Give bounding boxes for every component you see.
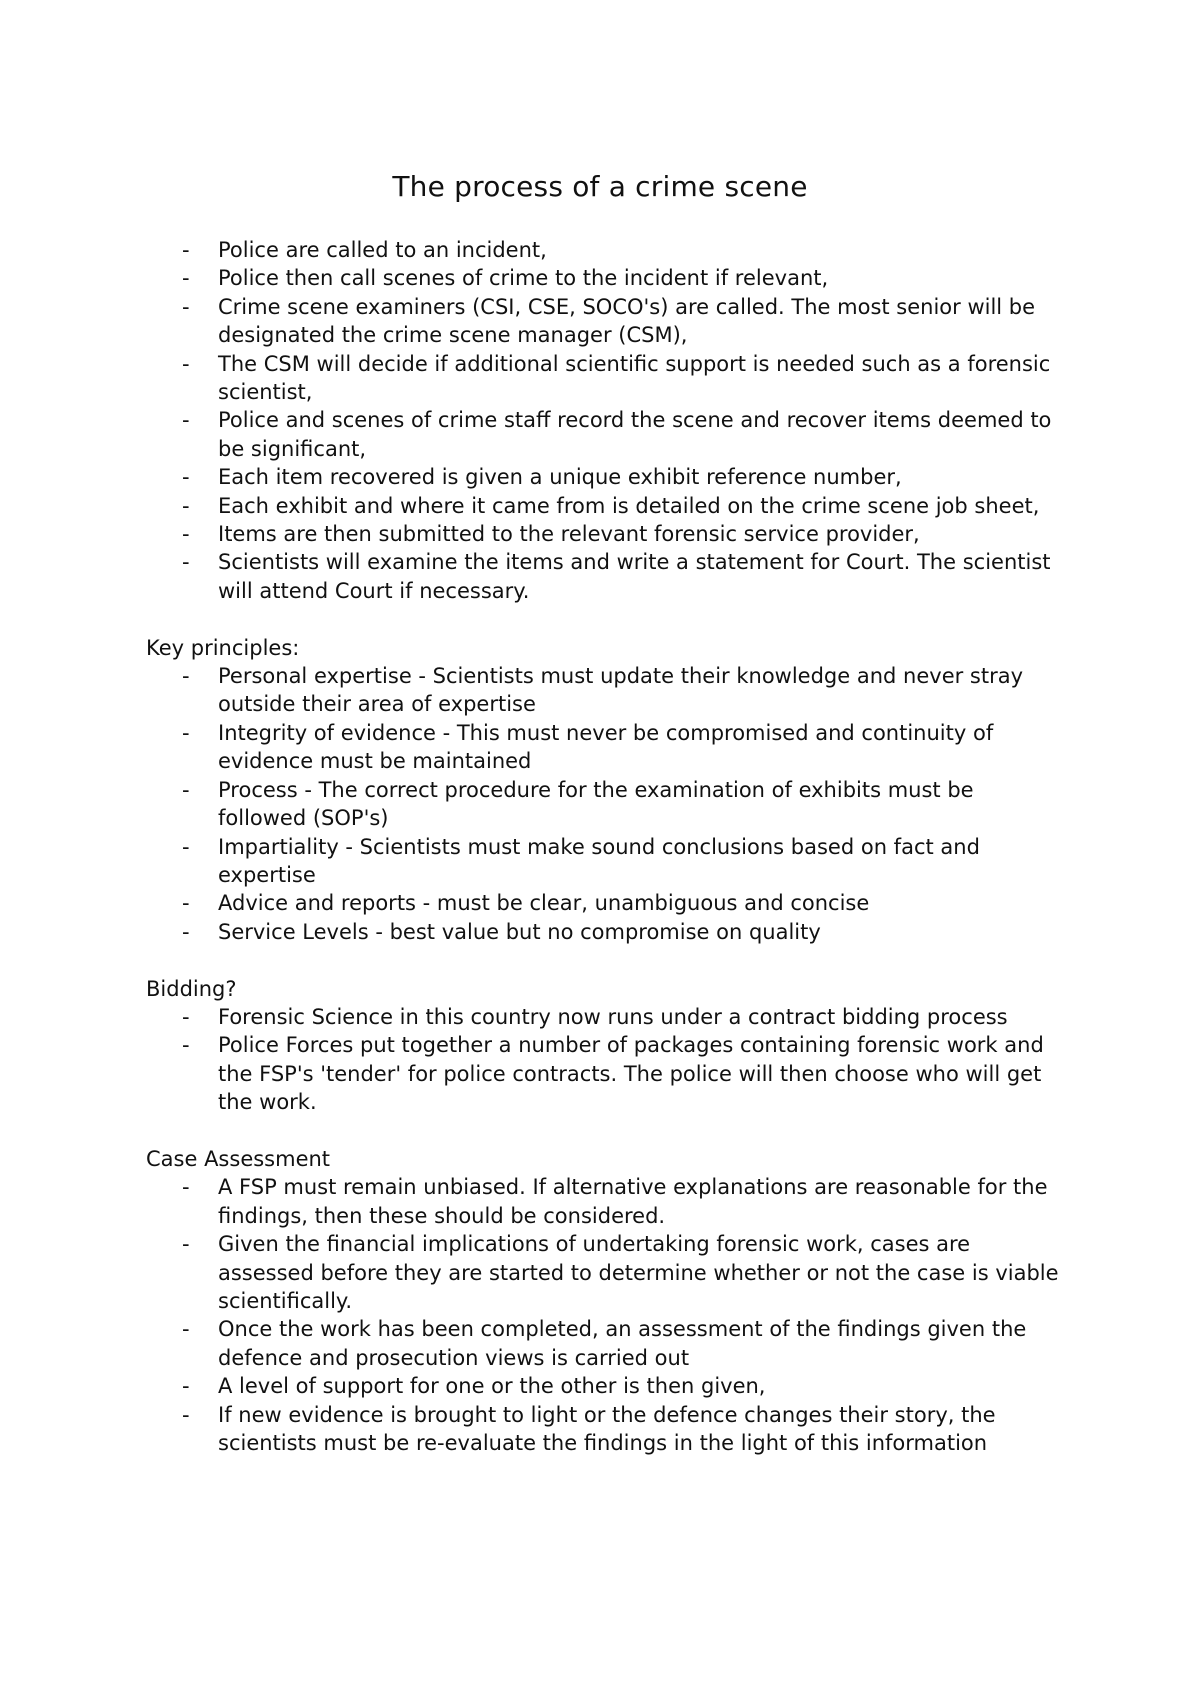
dash-bullet: -: [182, 664, 190, 689]
list-item: - Advice and reports - must be clear, unambiguous and concise: [218, 889, 1066, 917]
list-item: - Process - The correct procedure for the examination of exhibits must be followed (SOP's): [182, 777, 974, 831]
list-item: - Each exhibit and where it came from is detailed on the crime scene job sheet,: [218, 492, 1066, 520]
dash-bullet: -: [182, 465, 190, 490]
case-assessment-list: [146, 1173, 1066, 1457]
list-item: - Impartiality - Scientists must make sound conclusions based on fact and expertise: [182, 834, 980, 887]
key-principles-list: [146, 662, 1066, 946]
section-spacer: [146, 605, 1066, 633]
dash-bullet: -: [182, 550, 190, 575]
list-item: - Once the work has been completed, an assessment of the findings given the defence and prosecution views is carried out: [182, 1317, 1027, 1370]
list-item: - Crime scene examiners (CSI, CSE, SOCO's) are called. The most senior will be designated the crime scene manager (CSM),: [182, 294, 1036, 348]
list-item: - Personal expertise - Scientists must update their knowledge and never stray outside their area of expertise: [182, 664, 1024, 717]
list-item: - Service Levels - best value but no compromise on quality: [218, 918, 1066, 946]
dash-bullet: -: [182, 408, 190, 433]
list-item: - Scientists will examine the items and write a statement for Court. The scientist will attend Court if necessary.: [182, 550, 1051, 603]
dash-bullet: -: [182, 1402, 190, 1427]
dash-bullet: -: [182, 351, 190, 376]
list-item: - Forensic Science in this country now runs under a contract bidding process: [218, 1003, 1066, 1031]
dash-bullet: -: [182, 238, 190, 262]
list-item: - Integrity of evidence - This must never be compromised and continuity of evidence must be maintained: [182, 720, 994, 774]
dash-bullet: -: [182, 1175, 190, 1200]
list-item: - The CSM will decide if additional scientific support is needed such as a forensic scientist,: [182, 351, 1051, 405]
section-spacer: [146, 946, 1066, 974]
dash-bullet: -: [182, 891, 190, 916]
dash-bullet: -: [182, 1232, 190, 1257]
list-item: - Police Forces put together a number of packages containing forensic work and the FSP's 'tender' for police contracts. The police will then choose who will get the work.: [182, 1033, 1044, 1115]
list-item: - Police are called to an incident,: [218, 236, 1066, 264]
dash-bullet: -: [182, 720, 190, 745]
dash-bullet: -: [182, 1004, 190, 1029]
list-item: - A FSP must remain unbiased. If alternative explanations are reasonable for the findings, then these should be considered.: [182, 1175, 1048, 1228]
list-item: - Police then call scenes of crime to the incident if relevant,: [218, 264, 1066, 292]
dash-bullet: -: [182, 294, 190, 319]
dash-bullet: -: [182, 522, 190, 547]
list-item: - Police and scenes of crime staff record the scene and recover items deemed to be significant,: [182, 408, 1052, 461]
dash-bullet: -: [182, 1374, 190, 1399]
dash-bullet: -: [182, 1033, 190, 1058]
dash-bullet: -: [182, 493, 190, 518]
list-item: - Items are then submitted to the relevant forensic service provider,: [218, 520, 1066, 548]
page-title: The process of a crime scene: [392, 170, 808, 203]
section-heading-case-assessment: Case Assessment: [146, 1146, 331, 1171]
dash-bullet: -: [182, 834, 190, 859]
dash-bullet: -: [182, 777, 190, 802]
document-body: [146, 236, 1066, 1457]
section-heading-bidding: Bidding?: [146, 976, 237, 1001]
dash-bullet: -: [182, 919, 190, 944]
list-item: - A level of support for one or the other is then given,: [218, 1372, 1066, 1400]
process-steps-list: [146, 236, 1066, 605]
list-item: - If new evidence is brought to light or the defence changes their story, the scientists must be re-evaluate the findings in the light of this information: [182, 1402, 996, 1456]
section-heading-key-principles: Key principles:: [146, 635, 300, 660]
list-item: - Each item recovered is given a unique exhibit reference number,: [218, 463, 1066, 491]
section-spacer: [146, 1117, 1066, 1145]
list-item: - Given the financial implications of undertaking forensic work, cases are assessed before they are started to determine whether or not the case is viable scientifically.: [182, 1232, 1059, 1313]
dash-bullet: -: [182, 266, 190, 291]
bidding-list: [146, 1003, 1066, 1117]
dash-bullet: -: [182, 1317, 190, 1342]
